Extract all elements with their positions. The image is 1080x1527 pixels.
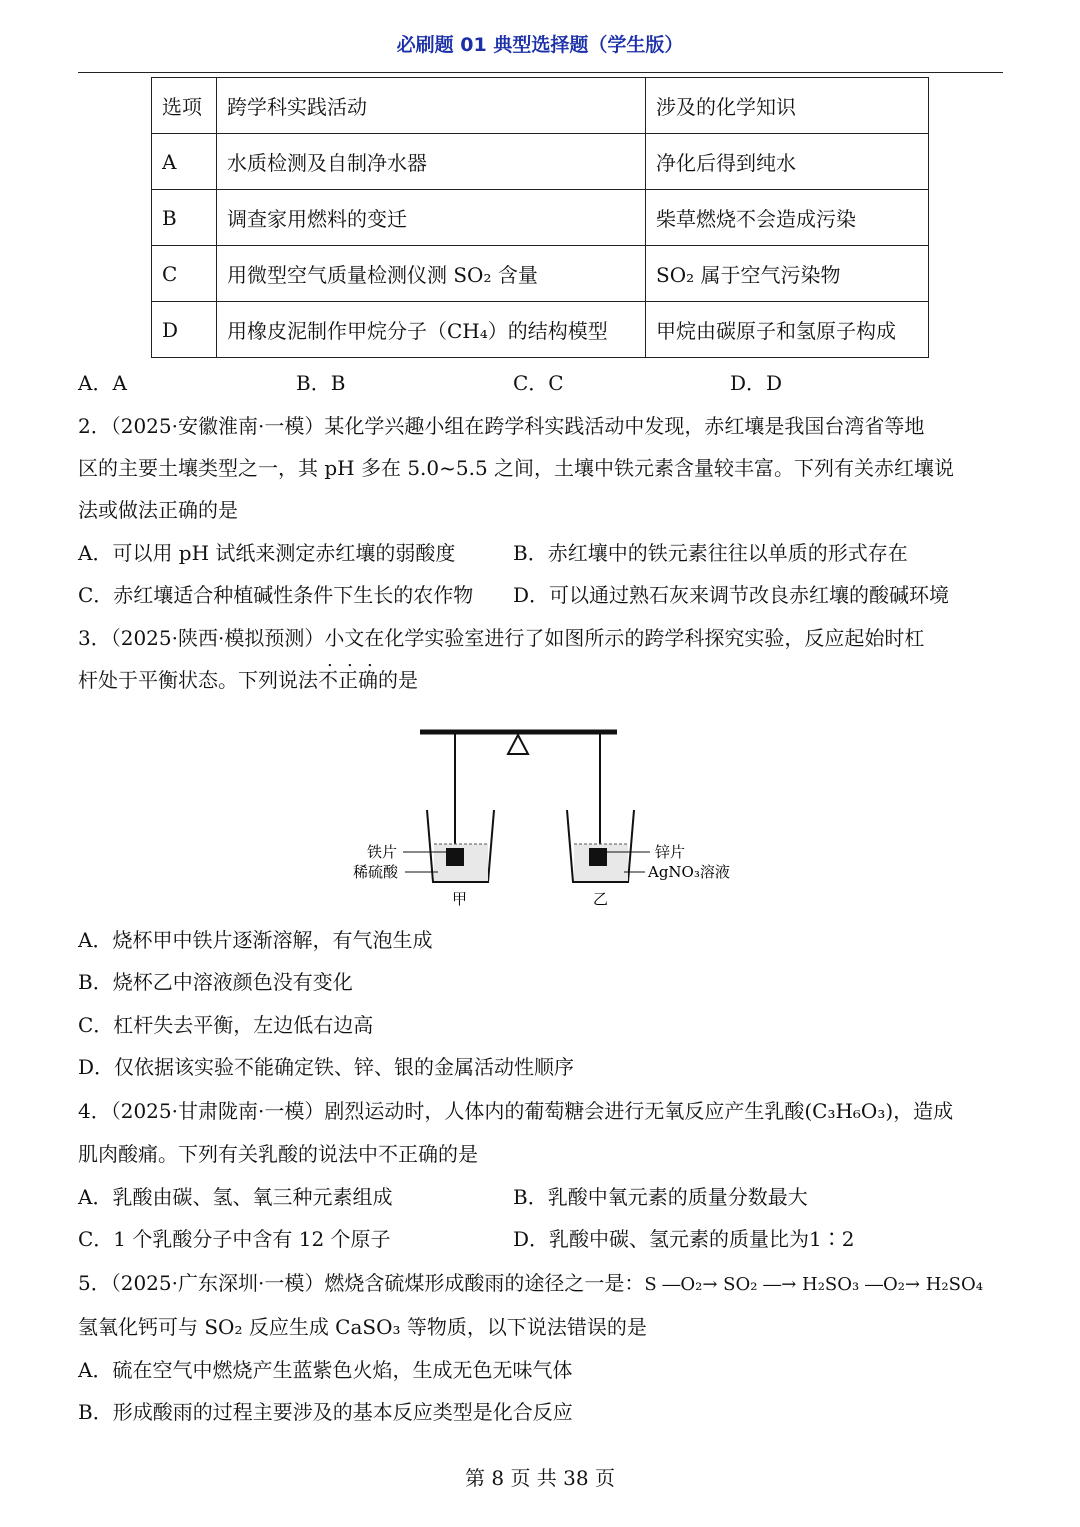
label-agno3-solution: AgNO₃溶液 — [648, 863, 730, 881]
q5-stem-line — [78, 1267, 983, 1296]
q3-stem-post: 的是 — [378, 668, 418, 692]
label-beaker-yi: 乙 — [593, 890, 609, 908]
table-cell: 水质检测及自制净水器 — [217, 134, 646, 190]
table-cell: B — [152, 190, 217, 246]
q1-option-d: D．D — [730, 371, 783, 395]
options-table — [151, 77, 929, 358]
emphasis-char: 确 — [358, 668, 378, 692]
table-cell: SO₂ 属于空气污染物 — [646, 246, 929, 302]
q4-option-a: A．乳酸由碳、氢、氧三种元素组成 — [78, 1185, 393, 1209]
page-header: 必刷题 01 典型选择题（学生版） — [396, 34, 684, 56]
fulcrum — [508, 735, 528, 754]
q2-option-a: A．可以用 pH 试纸来测定赤红壤的弱酸度 — [78, 541, 456, 565]
table-row — [152, 190, 929, 246]
table-cell: 调查家用燃料的变迁 — [217, 190, 646, 246]
q2-stem-line: 区的主要土壤类型之一，其 pH 多在 5.0~5.5 之间，土壤中铁元素含量较丰富。下列有关赤红壤说 — [78, 456, 955, 480]
lever-beaker-diagram — [345, 722, 745, 912]
q4-stem-line: 4．（2025·甘肃陇南·一模）剧烈运动时，人体内的葡萄糖会进行无氧反应产生乳酸(C₃H₆O₃)，造成 — [78, 1099, 954, 1123]
label-iron-plate: 铁片 — [367, 843, 398, 861]
q3-stem-line: 3．（2025·陕西·模拟预测）小文在化学实验室进行了如图所示的跨学科探究实验，反应起始时杠 — [78, 626, 925, 650]
table-cell: 跨学科实践活动 — [217, 78, 646, 134]
emphasis-char: 不 — [318, 668, 338, 692]
q4-option-b: B．乳酸中氧元素的质量分数最大 — [513, 1185, 808, 1209]
table-cell: 净化后得到纯水 — [646, 134, 929, 190]
q4-option-c: C．1 个乳酸分子中含有 12 个原子 — [78, 1227, 391, 1251]
page-footer: 第 8 页 共 38 页 — [465, 1466, 615, 1490]
label-beaker-jia: 甲 — [452, 890, 468, 908]
q3-option-a: A．烧杯甲中铁片逐渐溶解，有气泡生成 — [78, 928, 433, 952]
q2-stem-line: 法或做法正确的是 — [78, 498, 238, 522]
emphasis-char: 正 — [338, 668, 358, 692]
q3-stem-line — [78, 664, 418, 693]
table-cell: D — [152, 302, 217, 358]
label-dilute-sulfuric-acid: 稀硫酸 — [353, 863, 399, 881]
q2-option-b: B．赤红壤中的铁元素往往以单质的形式存在 — [513, 541, 908, 565]
q5-stem-text: 5．（2025·广东深圳·一模）燃烧含硫煤形成酸雨的途径之一是： — [78, 1271, 645, 1295]
table-cell: 用微型空气质量检测仪测 SO₂ 含量 — [217, 246, 646, 302]
q2-option-d: D．可以通过熟石灰来调节改良赤红壤的酸碱环境 — [513, 583, 950, 607]
q3-option-d: D．仅依据该实验不能确定铁、锌、银的金属活动性顺序 — [78, 1055, 575, 1079]
q4-stem-line: 肌肉酸痛。下列有关乳酸的说法中不正确的是 — [78, 1142, 478, 1166]
table-cell: 用橡皮泥制作甲烷分子（CH₄）的结构模型 — [217, 302, 646, 358]
q5-stem-line: 氢氧化钙可与 SO₂ 反应生成 CaSO₃ 等物质，以下说法错误的是 — [78, 1315, 647, 1339]
q3-stem-pre: 杆处于平衡状态。下列说法 — [78, 668, 318, 692]
table-cell: A — [152, 134, 217, 190]
table-cell: 柴草燃烧不会造成污染 — [646, 190, 929, 246]
q1-option-b: B．B — [296, 371, 346, 395]
q4-option-d: D．乳酸中碳、氢元素的质量比为1∶2 — [513, 1227, 855, 1251]
q1-option-a: A．A — [78, 371, 127, 395]
table-cell: 甲烷由碳原子和氢原子构成 — [646, 302, 929, 358]
q3-option-c: C．杠杆失去平衡，左边低右边高 — [78, 1013, 374, 1037]
table-cell: 涉及的化学知识 — [646, 78, 929, 134]
q1-option-c: C．C — [513, 371, 564, 395]
header-rule — [78, 72, 1003, 73]
table-row — [152, 246, 929, 302]
zinc-plate — [589, 848, 607, 866]
q5-option-b: B．形成酸雨的过程主要涉及的基本反应类型是化合反应 — [78, 1400, 573, 1424]
table-row — [152, 134, 929, 190]
table-cell: C — [152, 246, 217, 302]
table-cell: 选项 — [152, 78, 217, 134]
table-row — [152, 302, 929, 358]
iron-plate — [446, 848, 464, 866]
table-row — [152, 78, 929, 134]
q3-option-b: B．烧杯乙中溶液颜色没有变化 — [78, 970, 353, 994]
q2-stem-line: 2．（2025·安徽淮南·一模）某化学兴趣小组在跨学科实践活动中发现，赤红壤是我国台湾省等地 — [78, 414, 925, 438]
q2-option-c: C．赤红壤适合种植碱性条件下生长的农作物 — [78, 583, 474, 607]
reaction-chain: S ―O₂→ SO₂ ―→ H₂SO₃ ―O₂→ H₂SO₄ — [644, 1274, 983, 1295]
label-zinc-plate: 锌片 — [655, 843, 686, 861]
q5-option-a: A．硫在空气中燃烧产生蓝紫色火焰，生成无色无味气体 — [78, 1358, 573, 1382]
